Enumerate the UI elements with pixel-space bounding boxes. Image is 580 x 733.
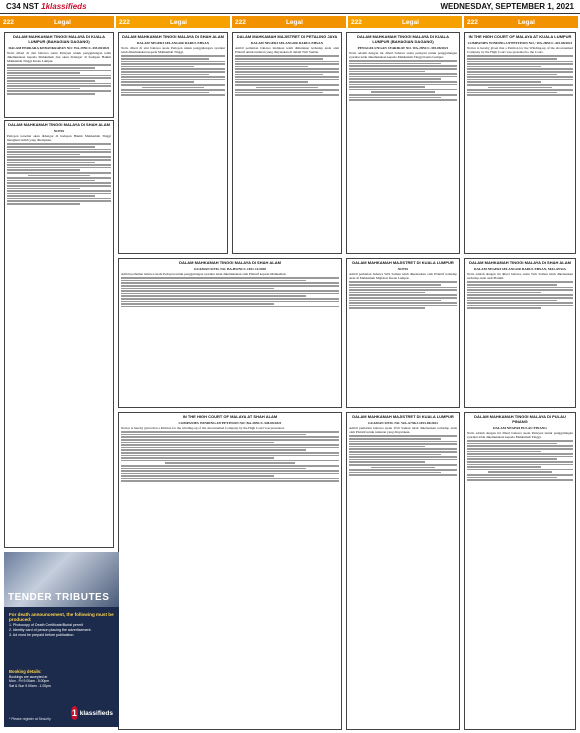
ad-list-item: 2. Identity card of person placing the advertisement.: [9, 628, 92, 632]
legal-notice: [4, 120, 114, 548]
notice-subtitle: DALAM NEGERI SELANGOR DARUL EHSAN, MALAYSIA: [474, 266, 566, 271]
notice-title: DALAM MAHKAMAH TINGGI MALAYA DI SHAH ALAM: [179, 260, 281, 265]
notice-title: DALAM MAHKAMAH MAJISTRET DI KUALA LUMPUR: [352, 260, 454, 265]
notice-title: DALAM MAHKAMAH MAJISTRET DI PETALING JAYA: [236, 34, 338, 39]
logo-text: klassifieds: [79, 709, 113, 717]
legal-notice: [346, 32, 460, 254]
legal-label: Legal: [285, 18, 303, 26]
klassifieds-logo: [71, 705, 113, 721]
ad-list-heading: For death announcement, the following must be produced:: [9, 612, 114, 622]
notice-title: IN THE HIGH COURT OF MALAYA AT SHAH ALAM: [182, 414, 278, 419]
notice-body: Notis diberi di sini bahawa suatu Petisyen untuk penggulungan syarikat telah dikemukakan kepada Mahkamah Tinggi.: [121, 46, 225, 55]
notice-body: Notis adalah dengan ini diberi bahawa suatu Petisyen untuk penggulungan syarikat telah dikemukakan kepada Mahkamah Tinggi.: [467, 430, 573, 439]
notice-subtitle: DALAM PERKARA KEBANKRAPAN NO: WA-29NCC-435-08/2021: [8, 45, 110, 50]
header-date: WEDNESDAY, SEPTEMBER 1, 2021: [440, 2, 574, 11]
section-name: 1klassifieds: [41, 2, 87, 11]
legal-category-1: [0, 16, 116, 28]
legal-category-5: [464, 16, 580, 28]
notice-subtitle: DALAM NEGERI SELANGOR DARUL EHSAN: [136, 40, 210, 45]
legal-code: 222: [3, 18, 14, 26]
legal-label: Legal: [401, 18, 419, 26]
ad-list-item: 1. Photocopy of Death Certificate/Burial permit: [9, 623, 83, 627]
legal-notice: [464, 258, 576, 408]
ad-list-item: 3. Ad must be prepaid before publication.: [9, 633, 75, 637]
notice-body: Notis adalah dengan ini diberi bahawa suatu Writ Saman telah dikeluarkan terhadap anda oleh Plaintif.: [467, 272, 573, 281]
page-code: C34: [6, 2, 21, 11]
notice-body: Ambil perhatian bahawa suatu Petisyen untuk penggulungan syarikat telah dikemukakan oleh Plaintif kepada Mahkamah.: [121, 272, 287, 276]
legal-category-4: [348, 16, 464, 28]
notice-title: DALAM MAHKAMAH TINGGI MALAYA DI SHAH ALAM: [122, 34, 224, 39]
legal-label: Legal: [53, 18, 71, 26]
legal-label: Legal: [169, 18, 187, 26]
legal-notice: [464, 412, 576, 730]
notice-subtitle: GUAMAN SIVIL NO. WA-A73KJ-1053-06/2021: [367, 420, 438, 425]
tender-tributes-ad: [4, 552, 119, 727]
notice-body: Notice is hereby given that a Petition for the Winding-up of the abovenamed Company by the High Court was presented to the Court.: [467, 46, 573, 55]
legal-notice: [4, 32, 114, 118]
ad-booking-line: Sat & Sun 9.00am - 1.00pm: [9, 683, 51, 688]
legal-code: 222: [119, 18, 130, 26]
legal-notice: [118, 258, 342, 408]
notice-body: Petisyen tersebut akan didengar di hadapan Hakim Mahkamah Tinggi mengikut tarikh yang ditetapkan.: [7, 134, 111, 143]
legal-notice: [118, 412, 342, 730]
notice-title: DALAM MAHKAMAH MAJISTRET DI KUALA LUMPUR: [352, 414, 454, 419]
notice-body: Notice is hereby given that a Petition for the winding-up of the abovenamed Company by the High Court was presented.: [121, 426, 285, 430]
notice-subtitle: COMPANIES WINDING-UP PETITION NO: BA-28NCC-548-08/2021: [178, 420, 282, 425]
notice-title: IN THE HIGH COURT OF MALAYA AT KUALA LUMPUR: [468, 34, 572, 39]
notice-title: DALAM MAHKAMAH TINGGI MALAYA DI KUALA LUMPUR (BAHAGIAN DAGANG): [13, 34, 105, 44]
notice-body: Notis adalah dengan ini diberi bahawa suatu petisyen untuk penggulungan syarikat telah dikemukakan kepada Mahkamah Tinggi Kuala Lumpur.: [349, 50, 457, 59]
ad-booking-label: Booking details:: [9, 669, 42, 674]
legal-notice: [346, 412, 460, 730]
notice-subtitle: COMPANIES WINDING-UP PETITION NO.: WA-28NCC-425-08/2021: [467, 40, 573, 45]
notice-body: Ambil perhatian bahawa tindakan telah dimulakan terhadap anda oleh Plaintif untuk tuntutan yang dinyatakan di dalam Writ Saman.: [235, 46, 339, 55]
legal-notice: [232, 32, 342, 254]
legal-notice: [118, 32, 228, 254]
legal-category-3: [232, 16, 348, 28]
notice-subtitle: DALAM NEGERI SELANGOR DARUL EHSAN: [250, 40, 324, 45]
legal-notice: [346, 258, 460, 408]
ad-footnote: * Please register at Security: [9, 717, 51, 721]
notice-title: DALAM MAHKAMAH TINGGI MALAYA DI SHAH ALAM: [469, 260, 571, 265]
legal-code: 222: [235, 18, 246, 26]
legal-notice: [464, 32, 576, 254]
legal-code: 222: [467, 18, 478, 26]
legal-code: 222: [351, 18, 362, 26]
notice-subtitle: DALAM NEGERI PULAU PINANG: [493, 425, 547, 430]
notice-subtitle: GUAMAN SIVIL NO. BA-B52NCC-1031-12/2020: [193, 266, 267, 271]
notice-body: Notis diberi di sini bahawa suatu Petisyen untuk penggulungan telah dikemukakan kepada Mahkamah dan akan didengar di hadapan Hakim Mahkamah Tinggi Kuala Lumpur.: [7, 50, 111, 64]
legal-category-bar: [0, 16, 580, 28]
notice-title: DALAM MAHKAMAH TINGGI MALAYA DI PULAU PINANG: [474, 414, 566, 424]
ad-requirements: [9, 612, 114, 638]
ad-title: TENDER TRIBUTES: [8, 592, 110, 603]
ad-booking-line: Bookings are accepted at: [9, 674, 48, 679]
legal-category-2: [116, 16, 232, 28]
notice-title: DALAM MAHKAMAH TINGGI MALAYA DI KUALA LUMPUR (BAHAGIAN DAGANG): [357, 34, 449, 44]
notice-body: Ambil perhatian bahawa suatu Writ Saman telah dikeluarkan terhadap anda oleh Plaintif untuk tuntutan yang dinyatakan.: [349, 426, 457, 435]
ad-booking: [9, 670, 114, 688]
notice-subtitle: NOTIS: [397, 266, 409, 271]
header-left: [6, 2, 87, 11]
notice-body: Ambil perhatian bahawa Writ Saman telah dikeluarkan oleh Plaintif terhadap anda di Mahkamah Majistret Kuala Lumpur.: [349, 272, 457, 281]
notice-subtitle: PENGGULUNGAN SYARIKAT NO. WA-28NCC-393-08/2021: [357, 45, 449, 50]
logo-mark-icon: 1: [71, 708, 77, 718]
page-header: [0, 0, 580, 14]
paper-name: NST: [22, 2, 39, 11]
legal-label: Legal: [517, 18, 535, 26]
notice-subtitle: NOTIS: [53, 128, 65, 133]
notice-title: DALAM MAHKAMAH TINGGI MALAYA DI SHAH ALAM: [8, 122, 110, 127]
ad-booking-line: Mon - Fri 9.00am - 5.00pm: [9, 679, 50, 684]
